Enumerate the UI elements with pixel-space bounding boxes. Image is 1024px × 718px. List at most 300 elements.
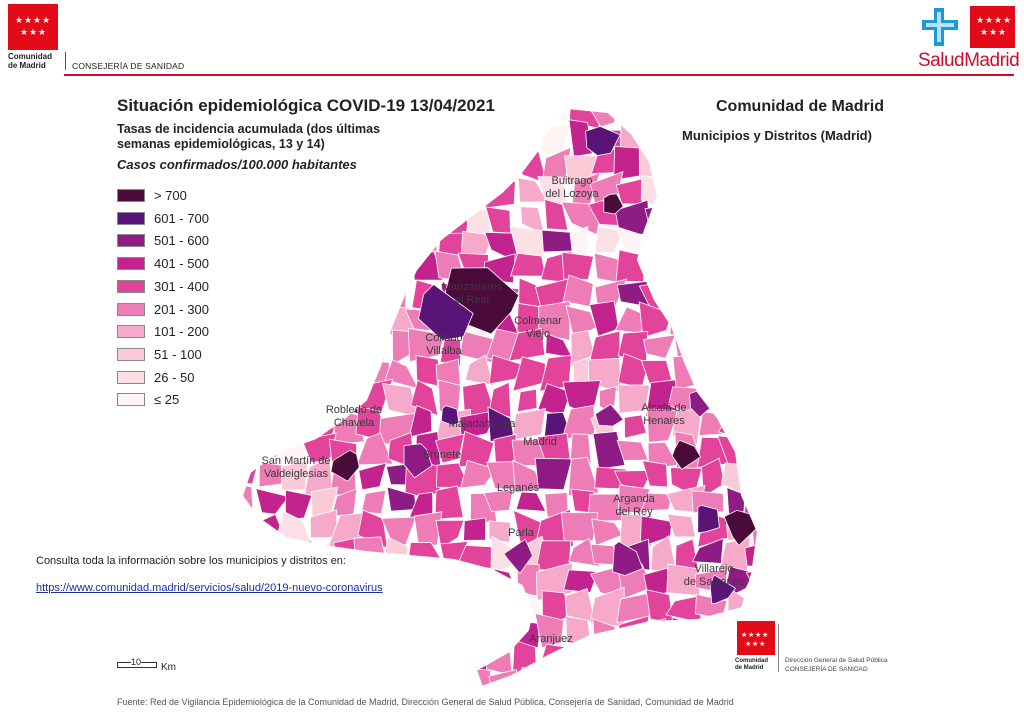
municipality-area	[230, 514, 255, 547]
municipality-area	[310, 692, 339, 695]
municipality-area	[250, 622, 283, 646]
municipality-area	[276, 281, 307, 305]
legend-label: > 700	[154, 188, 187, 203]
municipality-area	[250, 365, 289, 392]
municipality-area	[516, 492, 546, 511]
salud-madrid-flag-icon: ★ ★ ★ ★ ★ ★ ★	[970, 6, 1015, 48]
municipality-area	[510, 692, 538, 695]
municipality-area	[485, 107, 516, 130]
municipality-area	[280, 340, 305, 367]
municipality-area	[747, 673, 770, 695]
municipality-area	[665, 227, 700, 260]
municipality-area	[512, 119, 541, 152]
municipality-area	[387, 146, 414, 185]
municipality-area	[618, 100, 651, 128]
municipality-area	[358, 100, 381, 130]
municipality-area	[255, 198, 278, 235]
municipality-area	[719, 173, 745, 201]
municipality-area	[279, 667, 308, 695]
legend-label: 301 - 400	[154, 278, 209, 294]
municipality-area	[231, 413, 257, 440]
municipality-area	[388, 667, 414, 694]
municipality-area	[701, 666, 728, 695]
municipality-area	[355, 171, 392, 197]
municipality-area	[538, 693, 575, 695]
legend-label: 51 - 100	[154, 346, 202, 362]
municipality-area	[745, 432, 770, 464]
municipality-area	[333, 623, 360, 648]
municipality-area	[692, 171, 729, 209]
municipality-area	[592, 519, 623, 546]
municipality-area	[461, 154, 497, 177]
municipality-area	[520, 667, 543, 695]
municipality-area	[466, 624, 490, 646]
municipality-area	[314, 225, 341, 254]
municipality-area	[465, 570, 493, 599]
municipality-area	[699, 100, 726, 128]
municipality-area	[230, 640, 260, 675]
municipality-area	[409, 100, 443, 132]
municipality-area	[410, 666, 437, 695]
legend-label: 501 - 600	[154, 233, 209, 249]
municipality-area	[588, 641, 624, 679]
municipality-area	[381, 694, 412, 695]
region-subtitle: Municipios y Distritos (Madrid)	[682, 128, 872, 143]
municipality-area	[753, 277, 770, 314]
municipality-area	[309, 278, 339, 311]
municipality-area	[667, 514, 695, 537]
legend-label: ≤ 25	[154, 392, 180, 408]
municipality-area	[230, 199, 257, 231]
municipality-area	[412, 626, 443, 644]
municipality-area	[644, 227, 671, 252]
municipality-area	[697, 644, 727, 677]
municipality-area	[723, 302, 755, 337]
footer-department: CONSEJERÍA DE SANIDAD	[785, 666, 868, 673]
municipality-area	[487, 119, 513, 156]
municipality-area	[619, 640, 651, 669]
municipality-area	[230, 613, 259, 649]
municipality-area	[434, 665, 459, 695]
municipality-area	[462, 590, 485, 625]
municipality-area	[726, 152, 753, 180]
municipality-area	[330, 208, 360, 236]
header-separator	[65, 52, 66, 70]
municipality-area	[330, 301, 366, 339]
municipality-area	[592, 667, 627, 695]
legend-swatch	[117, 257, 145, 270]
municipality-area	[489, 596, 522, 626]
place-label: Leganés	[496, 482, 540, 494]
municipality-area	[667, 254, 698, 283]
legend-swatch	[117, 325, 145, 338]
legend-swatch	[117, 348, 145, 361]
municipality-area	[561, 513, 598, 541]
place-label: Majadahonda	[448, 418, 516, 430]
municipality-area	[252, 640, 283, 677]
place-label: Buitrago del Lozoya	[545, 175, 599, 200]
municipality-area	[257, 302, 288, 339]
municipality-area	[253, 225, 276, 251]
footer-separator	[778, 624, 779, 672]
municipality-area	[302, 175, 337, 199]
municipality-area	[670, 173, 696, 210]
municipality-area	[384, 173, 417, 208]
municipality-area	[232, 433, 263, 467]
municipality-area	[751, 200, 770, 234]
municipality-area	[433, 613, 460, 653]
header-divider	[64, 74, 1014, 76]
municipality-area	[672, 150, 698, 183]
municipality-area	[692, 250, 721, 287]
municipality-area	[359, 463, 386, 490]
municipality-area	[363, 200, 392, 232]
municipality-area	[746, 153, 770, 184]
info-text: Consulta toda la información sobre los municipios y distritos en:	[36, 555, 346, 567]
municipality-area	[432, 105, 465, 130]
municipality-area	[702, 338, 730, 365]
municipality-area	[487, 569, 519, 599]
municipality-area	[645, 672, 671, 695]
municipality-area	[744, 176, 770, 203]
place-label: Madrid	[523, 436, 557, 448]
municipality-area	[536, 667, 573, 695]
municipality-area	[362, 148, 391, 180]
municipality-area	[749, 391, 770, 413]
legend-swatch	[117, 393, 145, 406]
municipality-area	[230, 226, 252, 262]
municipality-area	[435, 565, 464, 599]
municipality-area	[700, 311, 727, 338]
municipality-area	[302, 100, 336, 133]
municipality-area	[538, 644, 574, 677]
municipality-area	[698, 505, 720, 533]
municipality-area	[434, 587, 469, 617]
place-label: San Martín de Valdeiglesias	[261, 455, 331, 480]
municipality-area	[331, 353, 361, 392]
municipality-area	[695, 120, 728, 157]
municipality-area	[692, 223, 719, 251]
municipality-area	[383, 619, 417, 649]
municipality-area	[701, 198, 728, 228]
municipality-area	[379, 588, 418, 626]
municipality-area	[330, 173, 366, 205]
salud-madrid-cross-icon	[920, 6, 968, 48]
municipality-area	[460, 172, 491, 206]
org-line-2: de Madrid	[8, 61, 46, 70]
municipality-area	[230, 353, 260, 386]
municipality-area	[745, 223, 770, 262]
municipality-area	[314, 257, 336, 279]
municipality-area	[562, 252, 594, 279]
municipality-area	[542, 230, 574, 252]
municipality-area	[383, 101, 415, 132]
map-subtitle: Tasas de incidencia acumulada (dos últimas semanas epidemiológicas, 13 y 14)	[117, 122, 381, 151]
place-label: Villarejo de Salvanés	[683, 563, 745, 588]
municipality-area	[281, 387, 308, 419]
municipality-area	[230, 249, 263, 288]
municipality-area	[696, 623, 728, 645]
municipality-area	[250, 594, 282, 625]
municipality-area	[330, 122, 362, 157]
footer-org-line-1: Comunidad	[735, 658, 768, 664]
municipality-area	[591, 544, 617, 565]
municipality-area	[285, 225, 313, 258]
municipality-area	[749, 692, 770, 695]
municipality-area	[719, 358, 749, 389]
legend-swatch	[117, 303, 145, 316]
municipality-area	[311, 591, 338, 625]
municipality-area	[361, 490, 385, 513]
municipality-area	[672, 618, 695, 652]
municipality-area	[252, 100, 288, 126]
legend-swatch	[117, 212, 145, 225]
place-label: Robledo de Chavela	[325, 404, 383, 429]
municipality-area	[380, 574, 408, 595]
municipality-area	[639, 643, 675, 678]
municipality-area	[354, 694, 387, 695]
municipality-area	[433, 648, 470, 673]
municipality-area	[354, 303, 391, 335]
municipality-area	[460, 102, 492, 127]
municipality-area	[666, 123, 691, 149]
comunidad-madrid-logo: ★ ★ ★ ★ ★ ★ ★	[8, 4, 58, 50]
municipality-area	[277, 411, 302, 442]
map-units: Casos confirmados/100.000 habitantes	[117, 157, 357, 172]
place-label: Brunete	[422, 449, 462, 461]
salud-madrid-brand	[918, 50, 1019, 72]
municipality-area	[305, 333, 328, 365]
municipality-area	[230, 123, 261, 156]
municipality-area	[363, 279, 391, 307]
municipality-area	[276, 360, 314, 386]
municipality-area	[337, 645, 367, 676]
municipality-area	[252, 405, 287, 438]
info-link[interactable]: https://www.comunidad.madrid/servicios/salud/2019-nuevo-coronavirus	[36, 582, 383, 594]
municipality-area	[745, 458, 770, 493]
municipality-area	[327, 667, 360, 695]
municipality-area	[490, 155, 521, 174]
legend-swatch	[117, 280, 145, 293]
municipality-area	[726, 388, 749, 411]
municipality-area	[513, 357, 546, 391]
municipality-area	[642, 120, 669, 151]
municipality-area	[665, 100, 704, 132]
municipality-area	[332, 100, 365, 130]
municipality-area	[666, 669, 696, 695]
municipality-area	[250, 289, 288, 308]
municipality-area	[643, 335, 675, 359]
municipality-area	[276, 511, 311, 543]
municipality-area	[568, 642, 595, 673]
municipality-area	[406, 594, 442, 622]
municipality-area	[381, 232, 419, 257]
municipality-area	[354, 641, 382, 674]
municipality-area	[407, 198, 437, 234]
municipality-area	[459, 431, 494, 466]
municipality-area	[677, 277, 705, 314]
municipality-area	[279, 100, 303, 131]
footer-org-line-2: de Madrid	[735, 665, 764, 671]
municipality-area	[230, 328, 255, 366]
municipality-area	[535, 458, 572, 489]
municipality-area	[722, 329, 757, 360]
municipality-area	[276, 119, 311, 157]
department-label: CONSEJERÍA DE SANIDAD	[72, 61, 185, 71]
municipality-area	[462, 131, 493, 156]
municipality-area	[590, 301, 619, 336]
municipality-area	[748, 414, 770, 442]
municipality-area	[718, 286, 754, 312]
municipality-area	[279, 173, 315, 202]
municipality-area	[406, 127, 444, 152]
municipality-area	[277, 641, 309, 677]
legend-label: 601 - 700	[154, 210, 209, 226]
brand-part-2: Madrid	[964, 50, 1020, 71]
place-label: Alcalá de Henares	[641, 402, 687, 427]
municipality-area	[745, 100, 770, 128]
municipality-area	[646, 590, 674, 624]
municipality-area	[566, 666, 595, 695]
municipality-area	[743, 257, 770, 287]
municipality-area	[230, 172, 261, 208]
municipality-area	[668, 203, 701, 233]
municipality-area	[328, 229, 363, 251]
municipality-area	[249, 328, 285, 360]
municipality-area	[305, 673, 337, 695]
municipality-area	[413, 180, 434, 210]
municipality-area	[256, 489, 289, 514]
municipality-area	[413, 639, 444, 675]
municipality-area	[332, 253, 366, 289]
municipality-area	[509, 100, 541, 129]
municipality-area	[250, 667, 281, 695]
municipality-area	[698, 694, 731, 695]
municipality-area	[250, 251, 287, 285]
municipality-area	[719, 100, 757, 128]
municipality-area	[256, 382, 287, 418]
legend-swatch	[117, 234, 145, 247]
municipality-area	[278, 311, 307, 337]
scale-unit: Km	[161, 662, 176, 673]
municipality-area	[436, 126, 467, 153]
legend-swatch	[117, 371, 145, 384]
municipality-area	[306, 614, 334, 651]
municipality-area	[464, 518, 486, 540]
place-label: Aranjuez	[529, 633, 573, 645]
municipality-area	[382, 204, 415, 235]
place-label: Arganda del Rey	[613, 493, 655, 518]
footer-directorate: Dirección General de Salud Pública	[785, 657, 888, 664]
municipality-area	[361, 121, 381, 158]
place-label: Parla	[508, 527, 534, 539]
municipality-area	[691, 146, 725, 182]
municipality-area	[230, 276, 258, 307]
municipality-area	[330, 336, 367, 366]
municipality-area	[407, 694, 437, 695]
municipality-area	[697, 279, 730, 313]
municipality-area	[570, 227, 588, 257]
municipality-area	[693, 360, 725, 392]
municipality-area	[280, 197, 313, 234]
municipality-area	[517, 389, 537, 412]
legend-swatch	[117, 189, 145, 202]
source-note: Fuente: Red de Vigilancia Epidemiológica de la Comunidad de Madrid, Dirección General de Salud Pública, Consejería de Sanidad, Comunidad de Madrid	[117, 697, 734, 707]
legend-label: 26 - 50	[154, 369, 195, 385]
municipality-area	[327, 275, 363, 315]
municipality-area	[304, 199, 335, 227]
municipality-area	[230, 387, 262, 415]
municipality-area	[253, 151, 282, 185]
municipality-area	[358, 250, 393, 288]
municipality-area	[230, 145, 259, 176]
municipality-area	[285, 625, 306, 652]
municipality-area	[306, 128, 338, 158]
municipality-area	[331, 151, 357, 174]
municipality-area	[385, 647, 418, 675]
footer-logo-icon: ★ ★ ★ ★ ★ ★ ★	[737, 621, 775, 655]
municipality-area	[310, 150, 337, 179]
municipality-area	[358, 329, 384, 361]
municipality-area	[327, 589, 359, 624]
municipality-area	[379, 253, 416, 279]
brand-part-1: Salud	[918, 50, 965, 71]
legend-label: 101 - 200	[154, 324, 209, 340]
municipality-area	[669, 693, 704, 695]
municipality-area	[383, 123, 413, 156]
municipality-area	[730, 250, 757, 282]
municipality-area	[276, 589, 302, 625]
municipality-area	[624, 671, 651, 695]
municipality-area	[354, 678, 390, 695]
municipality-area	[230, 306, 251, 335]
municipality-area	[721, 122, 753, 151]
municipality-area	[646, 618, 672, 651]
footer-org-name	[735, 658, 768, 672]
scale-value: 10	[131, 657, 142, 667]
municipality-area	[645, 102, 676, 128]
municipality-area	[459, 694, 493, 695]
municipality-area	[259, 178, 284, 199]
legend-label: 201 - 300	[154, 301, 209, 317]
municipality-area	[752, 120, 770, 155]
municipality-area	[254, 121, 281, 152]
municipality-area	[304, 640, 336, 672]
municipality-area	[230, 679, 260, 695]
municipality-area	[729, 233, 756, 258]
place-label: Manzanares el Real	[441, 281, 503, 306]
municipality-area	[407, 148, 445, 178]
municipality-area	[359, 224, 389, 257]
municipality-area	[279, 252, 307, 283]
municipality-area	[353, 614, 386, 651]
org-name	[8, 52, 68, 70]
map-title: Situación epidemiológica COVID-19 13/04/2021	[117, 96, 495, 115]
place-label: Collado Villalba	[425, 332, 463, 357]
municipality-area	[719, 202, 753, 229]
municipality-area	[744, 358, 770, 390]
municipality-area	[407, 563, 438, 600]
municipality-area	[279, 145, 314, 175]
choropleth-map	[230, 100, 770, 695]
municipality-area	[434, 151, 471, 180]
municipality-area	[750, 339, 770, 364]
municipality-area	[230, 100, 262, 126]
region-title: Comunidad de Madrid	[716, 98, 884, 115]
place-label: Colmenar Viejo	[514, 315, 562, 340]
municipality-area	[230, 483, 253, 522]
municipality-area	[230, 457, 260, 484]
